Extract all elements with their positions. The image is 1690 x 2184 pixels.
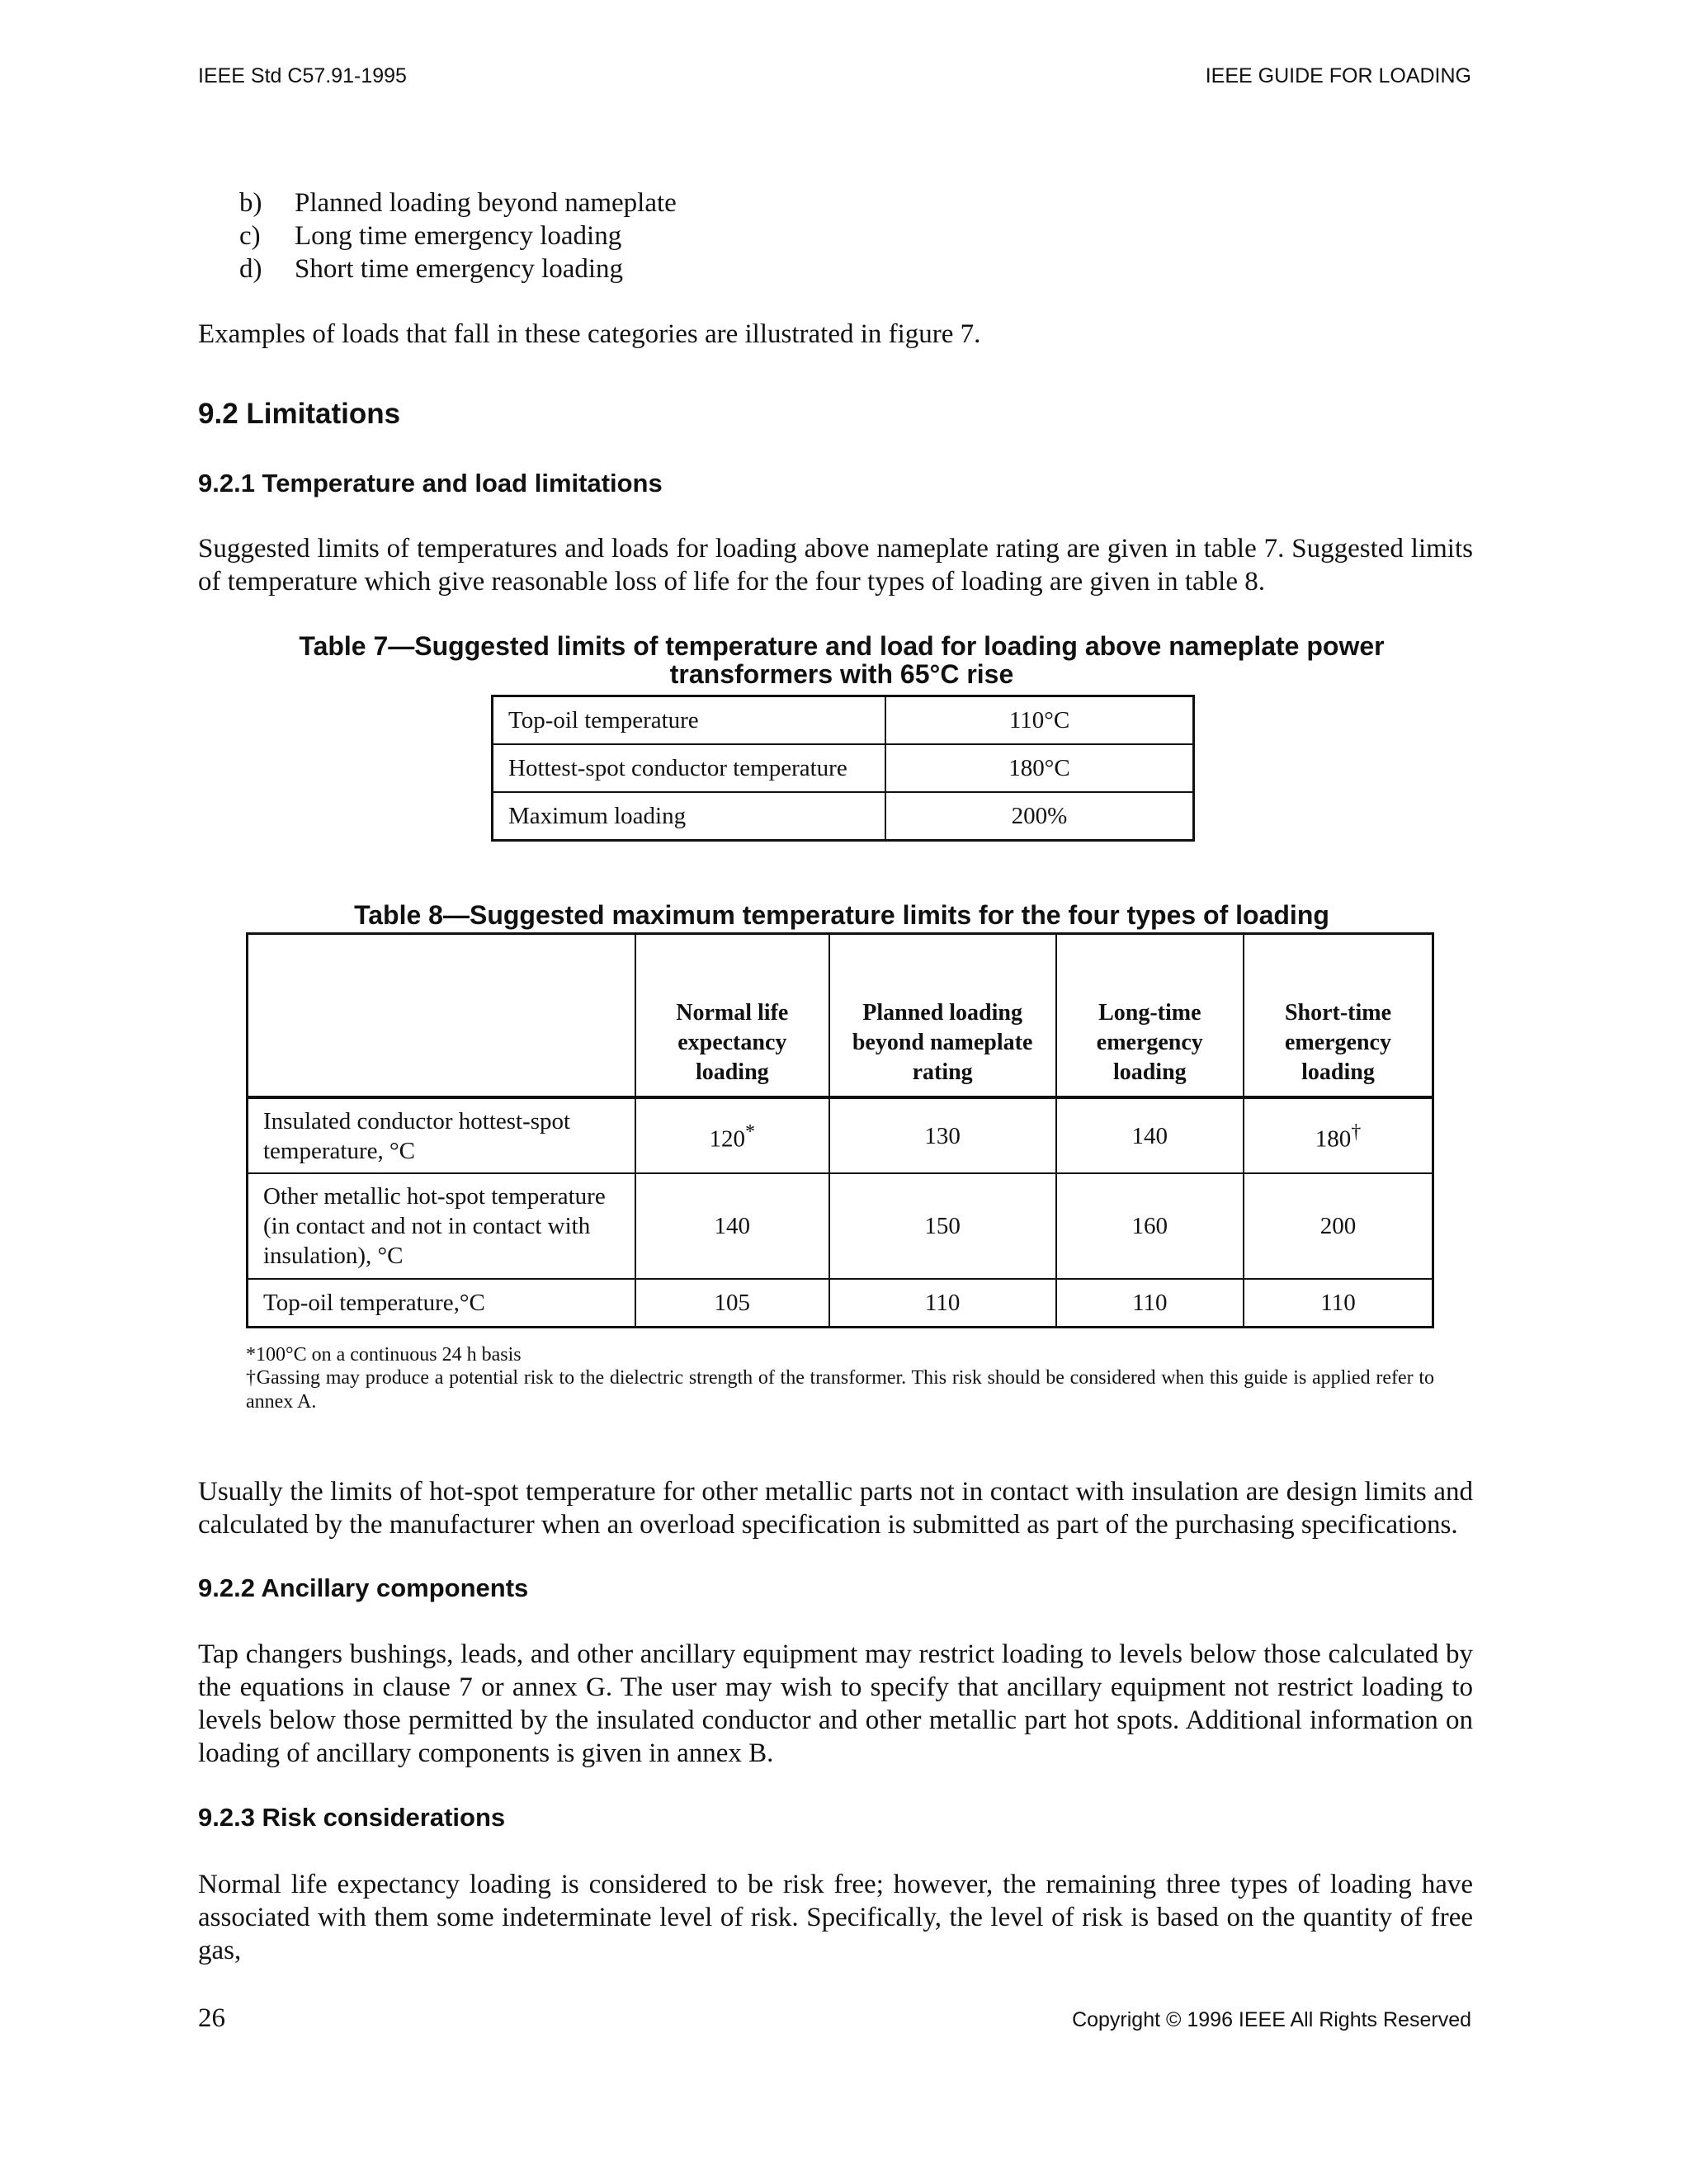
list-item-label: b): [239, 188, 262, 218]
table-row: [493, 744, 1194, 792]
table7: [491, 695, 1195, 842]
table-row: [493, 792, 1194, 841]
paragraph-after-table8: Usually the limits of hot-spot temperature for other metallic parts not in contact with insulation are design limits and calculated by the manufacturer when an overload specification is submitted as part of the purchasing specifications.: [198, 1477, 1473, 1540]
section-heading-9-2-3: 9.2.3 Risk considerations: [198, 1803, 506, 1832]
running-header-right: IEEE GUIDE FOR LOADING: [1205, 64, 1471, 87]
section-heading-9-2-1: 9.2.1 Temperature and load limitations: [198, 469, 663, 498]
table8-cell: 130: [829, 1097, 1056, 1173]
table8-corner-cell: [248, 934, 636, 1098]
list-item-text: Planned loading beyond nameplate: [295, 188, 677, 218]
table8-cell: 140: [1056, 1097, 1244, 1173]
table8-cell: 105: [635, 1279, 829, 1327]
table8-column-header: Planned loading beyond nameplate rating: [829, 934, 1056, 1098]
table8-row-label: Top-oil temperature,°C: [248, 1279, 636, 1327]
table7-label: Hottest-spot conductor temperature: [493, 744, 886, 792]
table8-row-label: Other metallic hot-spot temperature (in contact and not in contact with insulation), °C: [248, 1173, 636, 1279]
loading-types-list: [239, 186, 677, 285]
running-header-left: IEEE Std C57.91-1995: [198, 64, 407, 87]
intro-paragraph: Examples of loads that fall in these categories are illustrated in figure 7.: [198, 319, 981, 349]
section-heading-9-2: 9.2 Limitations: [198, 398, 401, 430]
paragraph-9-2-3: Normal life expectancy loading is considered to be risk free; however, the remaining three types of loading have associated with them some indeterminate level of risk. Specifically, the level of risk is based on the quantity of free gas,: [198, 1870, 1473, 1965]
paragraph-9-2-1: Suggested limits of temperatures and loads for loading above nameplate rating are given in table 7. Suggested limits of temperature which give reasonable loss of life for the four types of loading are given in table 8.: [198, 534, 1473, 597]
table7-label: Top-oil temperature: [493, 696, 886, 745]
table-header-row: [248, 934, 1433, 1098]
table7-value: 110°C: [885, 696, 1194, 745]
table8-cell: 150: [829, 1173, 1056, 1279]
list-item: [239, 186, 677, 219]
table8-cell: 110: [829, 1279, 1056, 1327]
table-row: [493, 696, 1194, 745]
table-row: [248, 1279, 1433, 1327]
table8-row-label: Insulated conductor hottest-spot temperature, °C: [248, 1097, 636, 1173]
page-number: 26: [198, 2003, 225, 2033]
footnote-mark: †: [1351, 1120, 1362, 1144]
list-item-label: d): [239, 254, 262, 284]
paragraph-9-2-2: Tap changers bushings, leads, and other ancillary equipment may restrict loading to levels below those calculated by the equations in clause 7 or annex G. The user may wish to specify that ancillary equipment not restrict loading to levels below those permitted by the insulated conductor and other metallic part hot spots. Additional information on loading of ancillary components is given in annex B.: [198, 1639, 1473, 1768]
table8-cell: 110: [1056, 1279, 1244, 1327]
table8-caption: Table 8—Suggested maximum temperature limits for the four types of loading: [354, 900, 1329, 930]
table8-cell: 120*: [635, 1097, 829, 1173]
section-heading-9-2-2: 9.2.2 Ancillary components: [198, 1573, 529, 1602]
table8-cell: 180†: [1244, 1097, 1433, 1173]
table8-footnote: *100°C on a continuous 24 h basis: [246, 1344, 522, 1366]
footnote-mark: *: [745, 1120, 756, 1144]
table7-label: Maximum loading: [493, 792, 886, 841]
list-item: [239, 219, 677, 252]
table7-caption: Table 7—Suggested limits of temperature and load for loading above nameplate power transformers with 65°C rise: [299, 631, 1385, 689]
copyright-notice: Copyright © 1996 IEEE All Rights Reserved: [1072, 2008, 1471, 2031]
table8-column-header: Short-time emergency loading: [1244, 934, 1433, 1098]
table7-value: 200%: [885, 792, 1194, 841]
table-row: [248, 1173, 1433, 1279]
table8-column-header: Long-time emergency loading: [1056, 934, 1244, 1098]
list-item-text: Long time emergency loading: [295, 221, 622, 251]
table7-value: 180°C: [885, 744, 1194, 792]
list-item-label: c): [239, 221, 261, 251]
table8-cell: 200: [1244, 1173, 1433, 1279]
list-item: [239, 252, 677, 285]
table8-column-header: Normal life expectancy loading: [635, 934, 829, 1098]
table8: [246, 932, 1434, 1328]
table8-footnote: †Gassing may produce a potential risk to the dielectric strength of the transformer. This risk should be considered when this guide is applied refer to annex A.: [246, 1367, 1434, 1413]
table8-cell: 110: [1244, 1279, 1433, 1327]
table8-cell: 140: [635, 1173, 829, 1279]
list-item-text: Short time emergency loading: [295, 254, 624, 284]
table8-cell: 160: [1056, 1173, 1244, 1279]
table-row: [248, 1097, 1433, 1173]
